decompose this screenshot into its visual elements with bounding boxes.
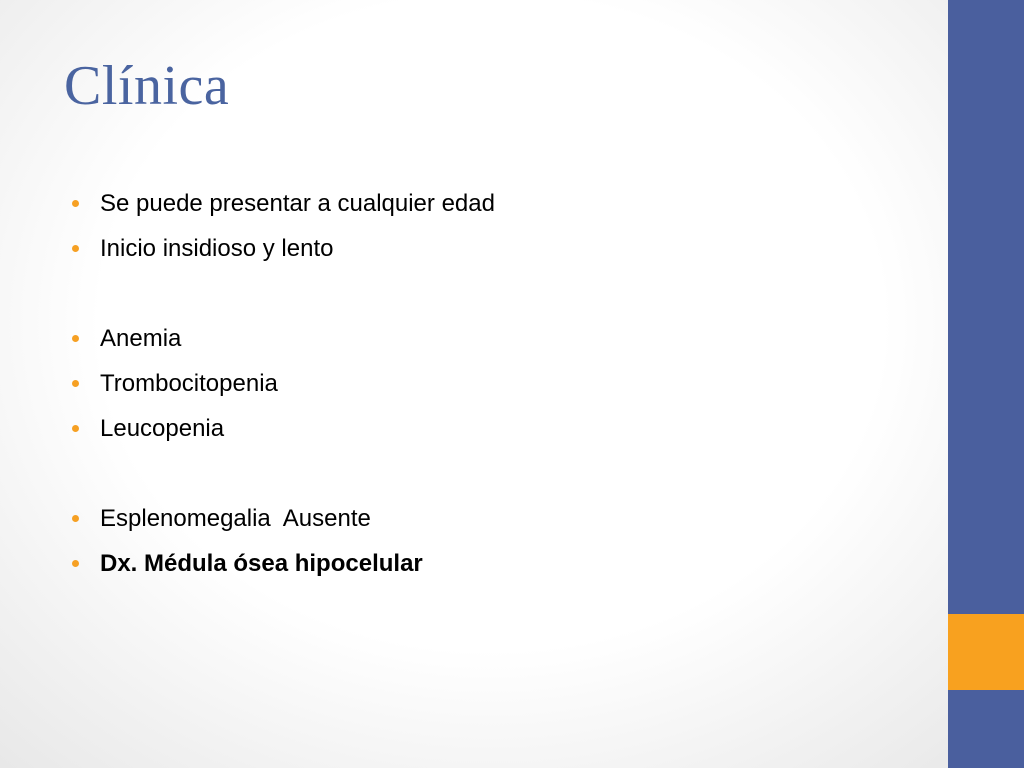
bullet-spacer — [72, 454, 912, 499]
bullet-item — [72, 409, 912, 454]
bullet-item — [72, 229, 912, 274]
bullet-dot-icon — [72, 380, 79, 387]
bullet-text: Anemia — [100, 325, 182, 352]
bullet-item — [72, 364, 912, 409]
bullet-text: Dx. Médula ósea hipocelular — [100, 550, 423, 577]
bullet-dot-icon — [72, 515, 79, 522]
bullet-text: Esplenomegalia Ausente — [100, 505, 371, 532]
bullet-spacer — [72, 274, 912, 319]
bullet-list — [72, 184, 912, 589]
bullet-text: Inicio insidioso y lento — [100, 235, 334, 262]
bullet-dot-icon — [72, 560, 79, 567]
slide-title: Clínica — [64, 55, 230, 117]
bullet-dot-icon — [72, 425, 79, 432]
bullet-dot-icon — [72, 245, 79, 252]
decorative-accent-block — [948, 614, 1024, 690]
bullet-text: Trombocitopenia — [100, 370, 278, 397]
bullet-item — [72, 319, 912, 364]
bullet-item — [72, 184, 912, 229]
bullet-item — [72, 499, 912, 544]
bullet-text: Leucopenia — [100, 415, 225, 442]
bullet-dot-icon — [72, 200, 79, 207]
bullet-item-bold — [72, 544, 912, 589]
bullet-text: Se puede presentar a cualquier edad — [100, 190, 495, 217]
bullet-dot-icon — [72, 335, 79, 342]
